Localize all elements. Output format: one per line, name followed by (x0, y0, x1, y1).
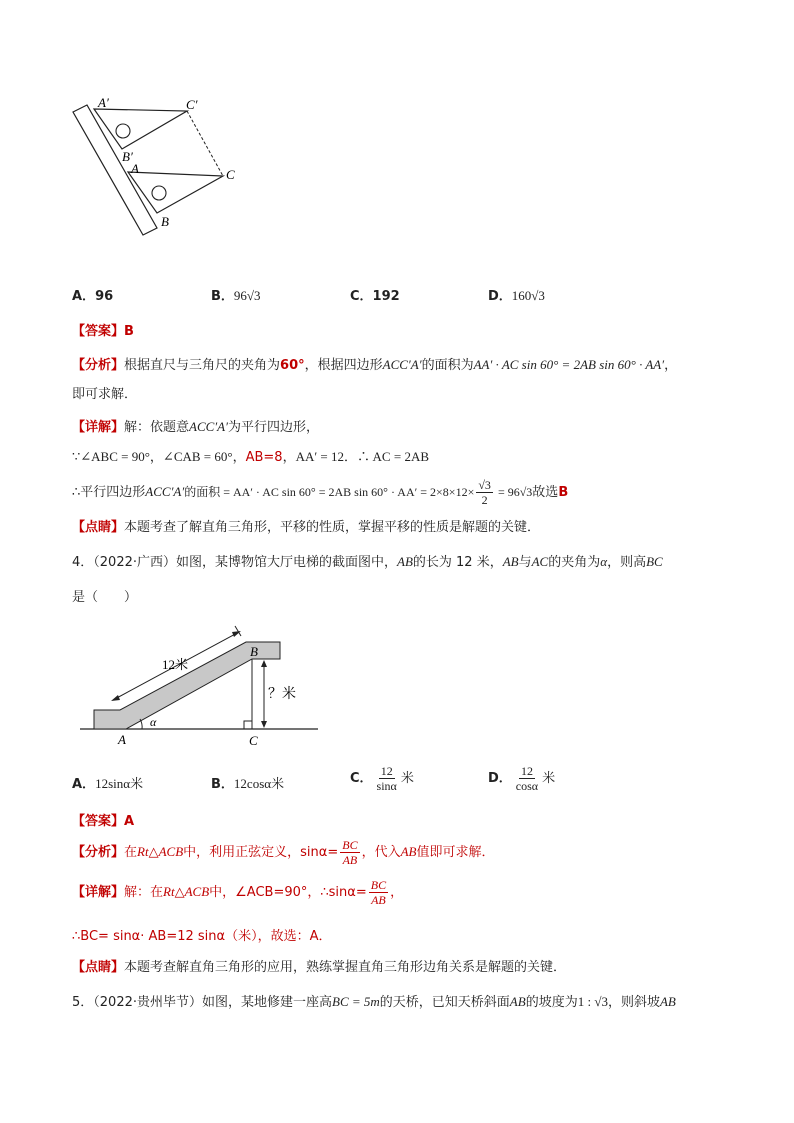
ruler (73, 105, 157, 235)
label-b: B (250, 644, 258, 659)
height-arrow-head-bottom (261, 721, 267, 728)
q3-analysis-line1: 【分析】根据直尺与三角尺的夹角为60°，根据四边形ACC′A′的面积为AA′ · AC sin 60° = 2AB sin 60° · AA′， (72, 357, 678, 373)
label-c: C (226, 167, 235, 182)
dashed-segment-cc (187, 111, 223, 176)
length-arrow-head-start (111, 695, 120, 701)
label-a-prime: A′ (98, 95, 109, 110)
q3-detail-line2: ∵∠ABC = 90°，∠CAB = 60°，AB=8，AA′ = 12．∴ AC = 2AB (72, 449, 429, 465)
q4-option-a: A．12sinα米 (72, 776, 144, 792)
height-arrow-head-top (261, 660, 267, 667)
q3-detail-line3: ∴平行四边形ACC′A′的面积 = AA′ · AC sin 60° = 2AB sin 60° · AA′ = 2×8×12× $\frac{√3}{2}$ = 96√3故选B (72, 478, 569, 507)
q3-option-b: B．96√3 (211, 288, 261, 304)
q4-option-c: C． $\frac{12}{\sin\alpha}$ 米 (350, 764, 414, 793)
right-angle-mark (244, 721, 252, 729)
q3-answer: 【答案】B (72, 324, 134, 339)
q3-fraction: $\frac{√3}{2}$ (478, 478, 491, 507)
q4-option-d: D． $\frac{12}{\cos\alpha}$ 米 (488, 764, 556, 793)
label-alpha: α (150, 715, 157, 729)
q4-stem-line1: 4．（2022·广西）如图，某博物馆大厅电梯的截面图中，AB的长为 12 米，AB与AC的夹角为α，则高BC (72, 554, 663, 570)
triangle-lower-hole (152, 186, 166, 200)
q4-analysis: 【分析】在Rt△ACB中，利用正弦定义，sinα= $\frac{BC}{AB}$ ，代入AB值即可求解． (72, 838, 495, 867)
label-c-prime: C′ (186, 97, 198, 112)
label-length: 12米 (162, 657, 189, 672)
q3-comment: 【点睛】本题考查了解直角三角形，平移的性质，掌握平移的性质是解题的关键． (72, 520, 541, 535)
label-height: ？米 (268, 687, 296, 702)
q5-stem: 5．（2022·贵州毕节）如图，某地修建一座高BC = 5m的天桥，已知天桥斜面AB的坡度为1 : √3，则斜坡AB (72, 994, 676, 1010)
escalator-figure (80, 622, 325, 752)
q4-detail-line1: 【详解】解：在Rt△ACB中，∠ACB=90°，∴sinα= $\frac{BC}{AB}$ ， (72, 878, 404, 907)
q3-detail-line1: 【详解】解：依题意ACC′A′为平行四边形， (72, 419, 319, 435)
q3-option-a: A．96 (72, 289, 114, 304)
q4-answer: 【答案】A (72, 814, 135, 829)
triangle-upper-hole (116, 124, 130, 138)
q4-comment: 【点睛】本题考查解直角三角形的应用，熟练掌握直角三角形边角关系是解题的关键． (72, 960, 567, 975)
label-c: C (249, 733, 258, 748)
q3-option-c: C．192 (350, 289, 400, 304)
q3-analysis-line2: 即可求解． (72, 387, 138, 402)
label-a: A (131, 161, 139, 176)
q3-option-d: D．160√3 (488, 288, 545, 304)
label-a: A (118, 732, 126, 747)
q4-option-b: B．12cosα米 (211, 776, 285, 792)
q4-stem-line2: 是（ ） (72, 590, 138, 605)
label-b: B (161, 214, 169, 229)
q4-detail-line2: ∴BC= sinα· AB=12 sinα（米），故选：A． (72, 929, 332, 944)
ruler-triangle-figure (60, 92, 250, 242)
label-b-prime: B′ (122, 149, 133, 164)
